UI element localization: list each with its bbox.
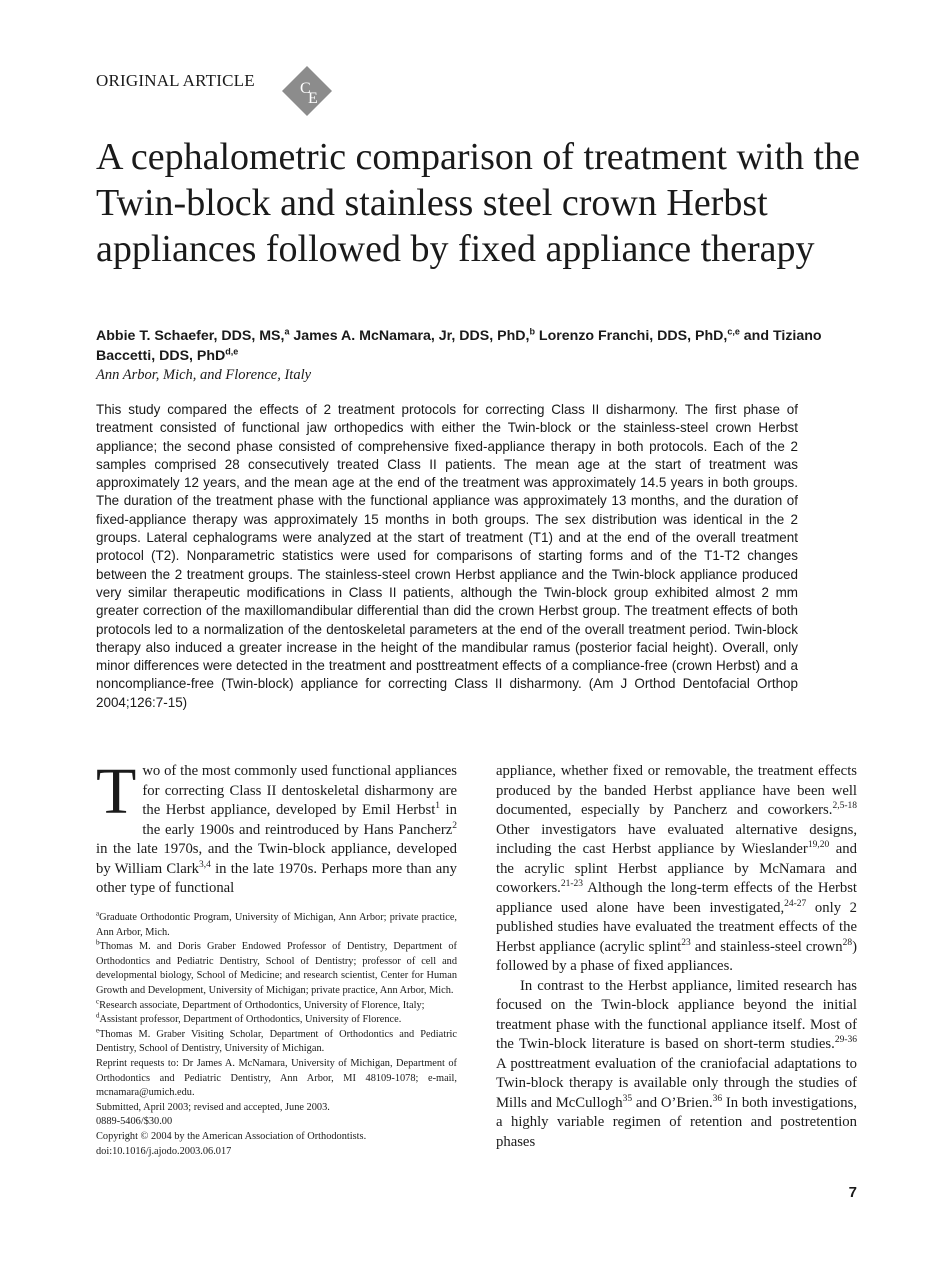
author-name: James A. McNamara, Jr, DDS, PhD, (293, 328, 530, 344)
body-text: A posttreatment evaluation of the craniofacial adaptations to Twin-block therapy is available only through the studies of Mills and McCullogh (496, 1055, 857, 1111)
intro-text: in the late 1970s. Perhaps more than any other type of functional (96, 860, 457, 896)
citation-superscript: 29-36 (834, 1035, 857, 1046)
body-text: Although the long-term effects of the Herbst appliance used alone have been investigated, (496, 880, 857, 916)
body-text: In contrast to the Herbst appliance, limited research has focused on the Twin-block appliance beyond the initial treatment phase with the functional appliance itself. Most of the Twin-block literature is based on short-term studies. (496, 977, 857, 1052)
footnote (96, 911, 457, 940)
body-paragraph (496, 977, 857, 1153)
author-affiliation-mark: d,e (225, 346, 239, 357)
intro-text: wo of the most commonly used functional appliances for correcting Class II dentoskeletal disharmony are the Herbst appliance, developed by Emil Herbst (142, 763, 457, 818)
article-header (96, 66, 496, 126)
footnote-text: Assistant professor, Department of Orthodontics, University of Florence. (99, 1014, 402, 1026)
footnote (96, 1028, 457, 1057)
footnote (96, 1145, 457, 1160)
citation-superscript: 1 (435, 801, 441, 812)
body-column-right (496, 762, 857, 1152)
footnote-text: Research associate, Department of Orthodontics, University of Florence, Italy; (99, 999, 425, 1011)
footnote (96, 1057, 457, 1101)
footnote-text: Copyright © 2004 by the American Association of Orthodontists. (96, 1130, 367, 1142)
author-name: Lorenzo Franchi, DDS, PhD, (538, 328, 728, 344)
footnote-mark: c (96, 997, 100, 1006)
body-text: Other investigators have evaluated alternative designs, including the cast Herbst appliance by Wieslander (496, 821, 857, 857)
author-name: Tiziano Baccetti, DDS, PhD (96, 328, 822, 364)
footnote (96, 1130, 457, 1145)
author-affiliation-mark: c,e (727, 326, 740, 337)
footnote (96, 1013, 457, 1028)
footnote (96, 940, 457, 998)
citation-superscript: 35 (622, 1093, 633, 1104)
body-text: and O’Brien. (632, 1094, 713, 1111)
drop-cap: T (96, 755, 137, 828)
author-affiliation-mark: b (529, 326, 535, 337)
footnote-mark: b (96, 938, 100, 947)
footnote-text: Submitted, April 2003; revised and accepted, June 2003. (96, 1101, 330, 1113)
footnotes (96, 911, 457, 1159)
citation-superscript: 19,20 (807, 840, 830, 851)
badge-letter-c: C (300, 80, 311, 97)
citation-superscript: 2,5-18 (832, 801, 857, 812)
citation-superscript: 21-23 (560, 879, 584, 890)
citation-superscript: 3,4 (199, 859, 211, 870)
section-label: ORIGINAL ARTICLE (96, 71, 255, 90)
body-text: ) followed by a phase of fixed appliances. (496, 938, 857, 974)
body-text: appliance, whether fixed or removable, the treatment effects produced by the banded Herbst appliance have been well documented, especially by Pancherz and coworkers. (496, 763, 857, 818)
affiliation: Ann Arbor, Mich, and Florence, Italy (96, 367, 312, 383)
footnote-text: Graduate Orthodontic Program, University of Michigan, Ann Arbor; private practice, Ann Arbor, Mich. (96, 912, 457, 938)
citation-superscript: 36 (712, 1093, 723, 1104)
body-text: and stainless-steel crown (690, 938, 843, 955)
body-text: only 2 published studies have evaluated the treatment effects of the Herbst appliance (acrylic splint (496, 899, 857, 955)
footnote-text: 0889-5406/$30.00 (96, 1116, 173, 1128)
body-paragraph (496, 762, 857, 977)
footnote-mark: a (96, 909, 100, 918)
body-text: In both investigations, a highly variable regimen of retention and postretention phases (496, 1094, 857, 1150)
footnote-mark: e (96, 1026, 100, 1035)
footnote (96, 1101, 457, 1116)
footnote-text: Thomas M. Graber Visiting Scholar, Department of Orthodontics and Pediatric Dentistry, School of Dentistry, University of Michigan. (96, 1028, 457, 1055)
body-text: and the acrylic splint Herbst appliance by McNamara and coworkers. (496, 841, 857, 896)
footnote-text: Reprint requests to: Dr James A. McNamara, University of Michigan, Department of Orthodontics and Pediatric Dentistry, Ann Arbor, MI 48109-1078; e-mail, mcnamara@umich.edu. (96, 1057, 457, 1099)
citation-superscript: 23 (681, 937, 691, 948)
author-list (96, 326, 836, 366)
author-name: Abbie T. Schaefer, DDS, MS, (96, 328, 285, 344)
ce-badge-icon (282, 66, 332, 116)
footnote-mark: d (96, 1011, 100, 1020)
author-affiliation-mark: a (284, 326, 290, 337)
body-column-left (96, 755, 457, 899)
article-title: A cephalometric comparison of treatment with the Twin-block and stainless steel crown Herbst appliances followed by fixed appliance therapy (96, 136, 860, 270)
footnote-text: doi:10.1016/j.ajodo.2003.06.017 (96, 1145, 232, 1157)
intro-text: in the early 1900s and reintroduced by Hans Pancherz (142, 802, 457, 838)
footnote (96, 999, 457, 1014)
intro-paragraph (96, 755, 457, 899)
badge-letter-e: E (308, 90, 318, 107)
citation-superscript: 24-27 (784, 898, 807, 909)
author-joiner: and (743, 328, 770, 344)
abstract: This study compared the effects of 2 treatment protocols for correcting Class II disharmony. The first phase of treatment consisted of functional jaw orthopedics with either the Twin-block or the stainless-steel crown Herbst appliance; the second phase consisted of comprehensive fixed-appliance therapy in both protocols. Each of the 2 samples comprised 28 consecutively treated Class II patients. The mean age at the start of treatment was approximately 12 years, and the mean age at the end of the treatment was approximately 14.5 years in both groups. The duration of the treatment phase with the functional appliance was approximately 13 months, and the duration of fixed-appliance therapy was approximately 15 months in both groups. The sex distribution was identical in the 2 groups. Lateral cephalograms were analyzed at the start of treatment (T1) and at the end of the overall treatment protocol (T2). Nonparametric statistics were used for comparisons of starting forms and of the T1-T2 changes between the 2 treatment groups. The stainless-steel crown Herbst appliance and the Twin-block appliance produced very similar therapeutic modifications in Class II patients, although the Twin-block group exhibited almost 2 mm greater correction of the maxillomandibular differential than did the crown Herbst group. The treatment effects of both protocols led to a normalization of the dentoskeletal parameters at the end of the overall treatment period. Twin-block therapy also induced a greater increase in the height of the mandibular ramus (posterior facial height). Overall, only minor differences were detected in the treatment and posttreatment effects of a compliance-free (crown Herbst) and a noncompliance-free (Twin-block) appliance for correcting Class II disharmony. (Am J Orthod Dentofacial Orthop 2004;126:7-15) (96, 402, 798, 710)
intro-text: in the late 1970s, and the Twin-block appliance, developed by William Clark (96, 841, 457, 877)
footnote (96, 1115, 457, 1130)
page-number: 7 (848, 1184, 857, 1201)
citation-superscript: 2 (452, 820, 457, 831)
footnote-text: Thomas M. and Doris Graber Endowed Professor of Dentistry, Department of Orthodontics and Pediatric Dentistry, School of Dentistry; professor of cell and developmental biology, School of Medicine; and research scientist, Center for Human Growth and Development, University of Michigan; private practice, Ann Arbor, Mich. (96, 941, 457, 996)
citation-superscript: 28 (842, 937, 853, 948)
